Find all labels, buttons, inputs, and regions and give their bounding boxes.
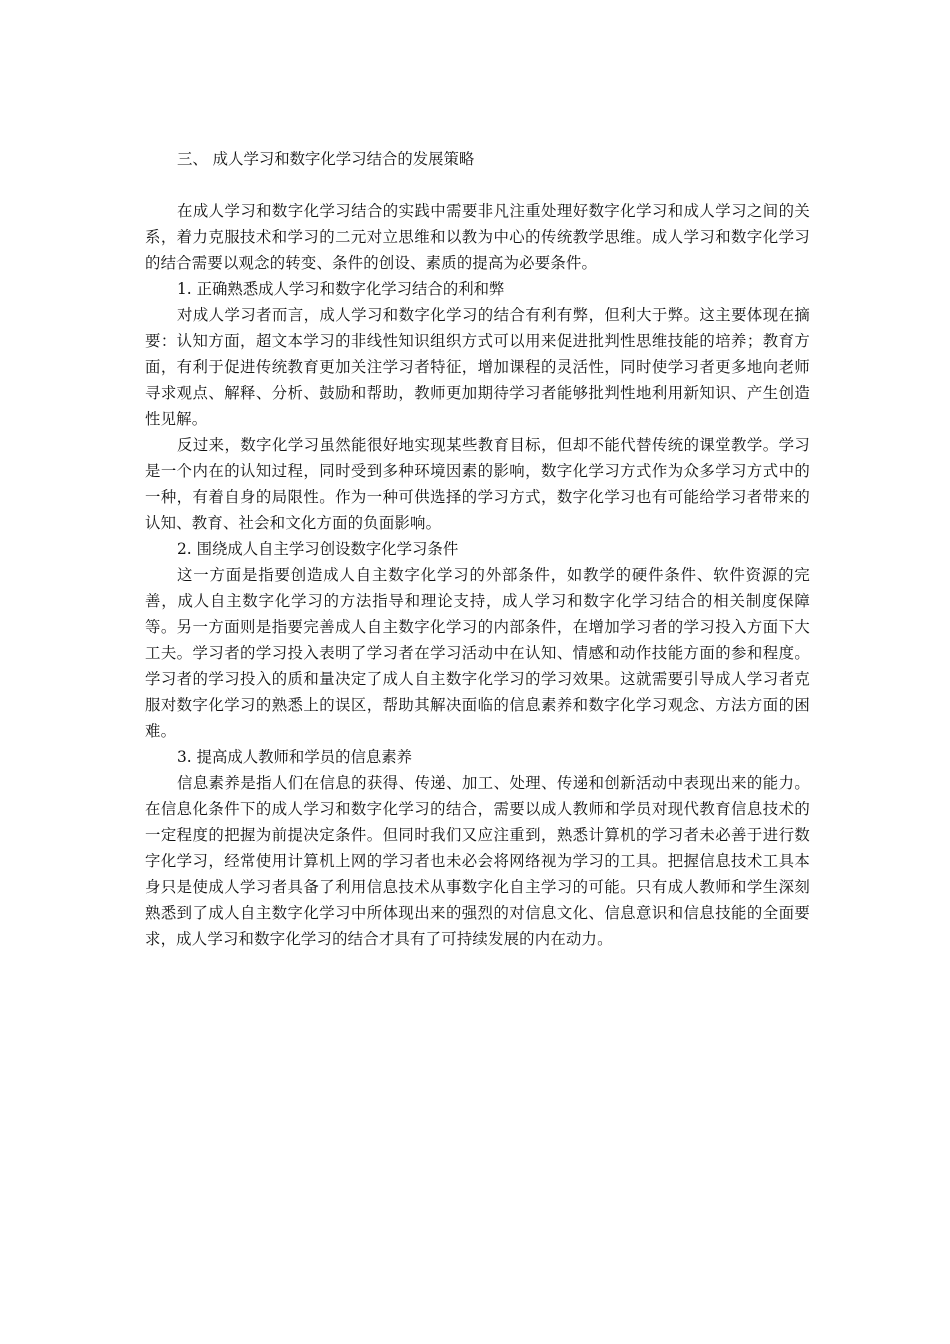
section-title: 三、 成人学习和数字化学习结合的发展策略 (177, 150, 475, 168)
subsection-1-paragraph-2: 反过来，数字化学习虽然能很好地实现某些教育目标，但却不能代替传统的课堂教学。学习是一个内在的认知过程，同时受到多种环境因素的影响，数字化学习方式作为众多学习方式中的一种，有着自身的局限性。作为一种可供选择的学习方式，数字化学习也有可能给学习者带来的认知、教育、社会和文化方面的负面影响。 (145, 436, 810, 532)
intro-paragraph: 在成人学习和数字化学习结合的实践中需要非凡注重处理好数字化学习和成人学习之间的关系，着力克服技术和学习的二元对立思维和以教为中心的传统教学思维。成人学习和数字化学习的结合需要以观念的转变、条件的创设、素质的提高为必要条件。 (145, 202, 810, 272)
subsection-1-paragraph-1: 对成人学习者而言，成人学习和数字化学习的结合有利有弊，但利大于弊。这主要体现在摘要：认知方面，超文本学习的非线性知识组织方式可以用来促进批判性思维技能的培养；教育方面，有利于促进传统教育更加关注学习者特征，增加课程的灵活性，同时使学习者更多地向老师寻求观点、解释、分析、鼓励和帮助，教师更加期待学习者能够批判性地利用新知识、产生创造性见解。 (145, 306, 810, 428)
subsection-3-title: 3. 提高成人教师和学员的信息素养 (177, 748, 413, 766)
subsection-2-paragraph-1: 这一方面是指要创造成人自主数字化学习的外部条件，如教学的硬件条件、软件资源的完善，成人自主数字化学习的方法指导和理论支持，成人学习和数字化学习结合的相关制度保障等。另一方面则是指要完善成人自主数字化学习的内部条件，在增加学习者的学习投入方面下大工夫。学习者的学习投入表明了学习者在学习活动中在认知、情感和动作技能方面的参和程度。学习者的学习投入的质和量决定了成人自主数字化学习的学习效果。这就需要引导成人学习者克服对数字化学习的熟悉上的误区，帮助其解决面临的信息素养和数字化学习观念、方法方面的困难。 (145, 566, 810, 740)
subsection-3-paragraph-1: 信息素养是指人们在信息的获得、传递、加工、处理、传递和创新活动中表现出来的能力。在信息化条件下的成人学习和数字化学习的结合，需要以成人教师和学员对现代教育信息技术的一定程度的把握为前提决定条件。但同时我们又应注重到，熟悉计算机的学习者未必善于进行数字化学习，经常使用计算机上网的学习者也未必会将网络视为学习的工具。把握信息技术工具本身只是使成人学习者具备了利用信息技术从事数字化自主学习的可能。只有成人教师和学生深刻熟悉到了成人自主数字化学习中所体现出来的强烈的对信息文化、信息意识和信息技能的全面要求，成人学习和数字化学习的结合才具有了可持续发展的内在动力。 (145, 774, 810, 948)
blank-line (145, 172, 810, 198)
subsection-1-title: 1. 正确熟悉成人学习和数字化学习结合的利和弊 (177, 280, 505, 298)
subsection-2-title: 2. 围绕成人自主学习创设数字化学习条件 (177, 540, 459, 558)
document-body (145, 146, 810, 952)
